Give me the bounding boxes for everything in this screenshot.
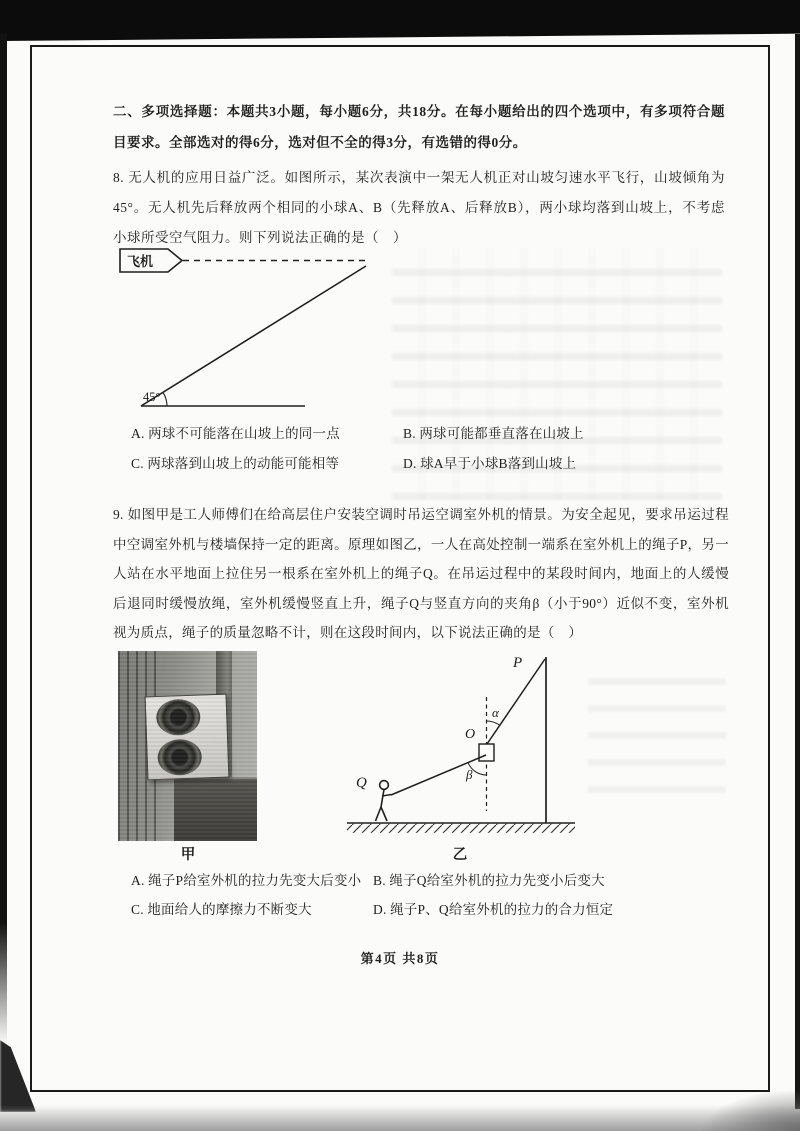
ground-hatch: [347, 824, 575, 833]
q8-options: [131, 419, 731, 479]
worker-body: [381, 789, 384, 807]
scan-edge-top: [0, 0, 800, 41]
q9-stem: 9. 如图甲是工人师傅们在给高层住户安装空调时吊运空调室外机的情景。为安全起见，要求吊运过程中空调室外机与楼墙保持一定的距离。原理如图乙，一人在高处控制一端系在室外机上的绳子P，另一人站在水平地面上拉住另一根系在室外机上的绳子Q。在吊运过程中的某段时间内，地面上的人缓慢后退同时缓慢放绳，室外机缓慢竖直上升，绳子Q与竖直方向的夹角β（小于90°）近似不变，室外机视为质点，绳子的质量忽略不计，则在这段时间内，以下说法正确的是（ ）: [113, 507, 729, 640]
angle-label: 45°: [143, 390, 161, 404]
scan-edge-left: [0, 34, 7, 1044]
label-P: P: [513, 655, 523, 671]
airplane-label: 飞机: [127, 254, 154, 269]
worker-head: [380, 781, 389, 790]
worker-leg-right: [381, 807, 387, 821]
q8-option-b: B. 两球可能都垂直落在山坡上: [403, 426, 584, 441]
hill-slope-line: [141, 266, 366, 406]
q9-options: [131, 866, 737, 924]
q8-option-a: A. 两球不可能落在山坡上的同一点: [131, 426, 340, 441]
angle-arc: [163, 392, 167, 406]
figure-caption-jia: 甲: [180, 847, 196, 863]
scan-edge-right: [795, 34, 800, 1109]
label-beta: β: [466, 767, 473, 782]
label-alpha: α: [492, 705, 499, 720]
section-header: 二、多项选择题：本题共3小题，每小题6分，共18分。在每小题给出的四个选项中，有多项符合题目要求。全部选对的得6分，选对但不全的得3分，有选错的得0分。: [113, 104, 725, 150]
alpha-arc: [487, 721, 500, 725]
worker-leg-left: [376, 807, 382, 821]
q8-option-d: D. 球A早于小球B落到山坡上: [403, 456, 577, 471]
page-number: 第4页 共8页: [360, 951, 440, 966]
q8-option-c: C. 两球落到山坡上的动能可能相等: [131, 456, 340, 471]
worker-figure: [376, 781, 392, 821]
q9-photo-jia: [118, 651, 257, 841]
q8-stem: 8. 无人机的应用日益广泛。如图所示，某次表演中一架无人机正对山坡匀速水平飞行，山坡倾角为45°。无人机先后释放两个相同的小球A、B（先释放A、后释放B），两小球均落到山坡上，不考虑小球所受空气阻力。则下列说法正确的是（ ）: [113, 170, 725, 245]
figure-caption-yi: 乙: [452, 847, 468, 863]
q9-figure-yi: [343, 645, 588, 845]
q9-option-c: C. 地面给人的摩擦力不断变大: [131, 902, 312, 917]
q9-option-a: A. 绳子P给室外机的拉力先变大后变小: [131, 873, 362, 888]
ac-unit-box: [479, 744, 494, 761]
photo-grain-overlay: [118, 651, 257, 841]
scan-corner-bottom-right: [700, 1089, 800, 1131]
rope-p-line: [487, 659, 545, 744]
scan-edge-bottom: [0, 1105, 800, 1131]
label-O: O: [465, 727, 476, 742]
q9-option-d: D. 绳子P、Q给室外机的拉力的合力恒定: [373, 902, 614, 917]
q8-figure: [112, 240, 422, 418]
label-Q: Q: [356, 775, 367, 791]
q9-option-b: B. 绳子Q给室外机的拉力先变小后变大: [373, 873, 605, 888]
